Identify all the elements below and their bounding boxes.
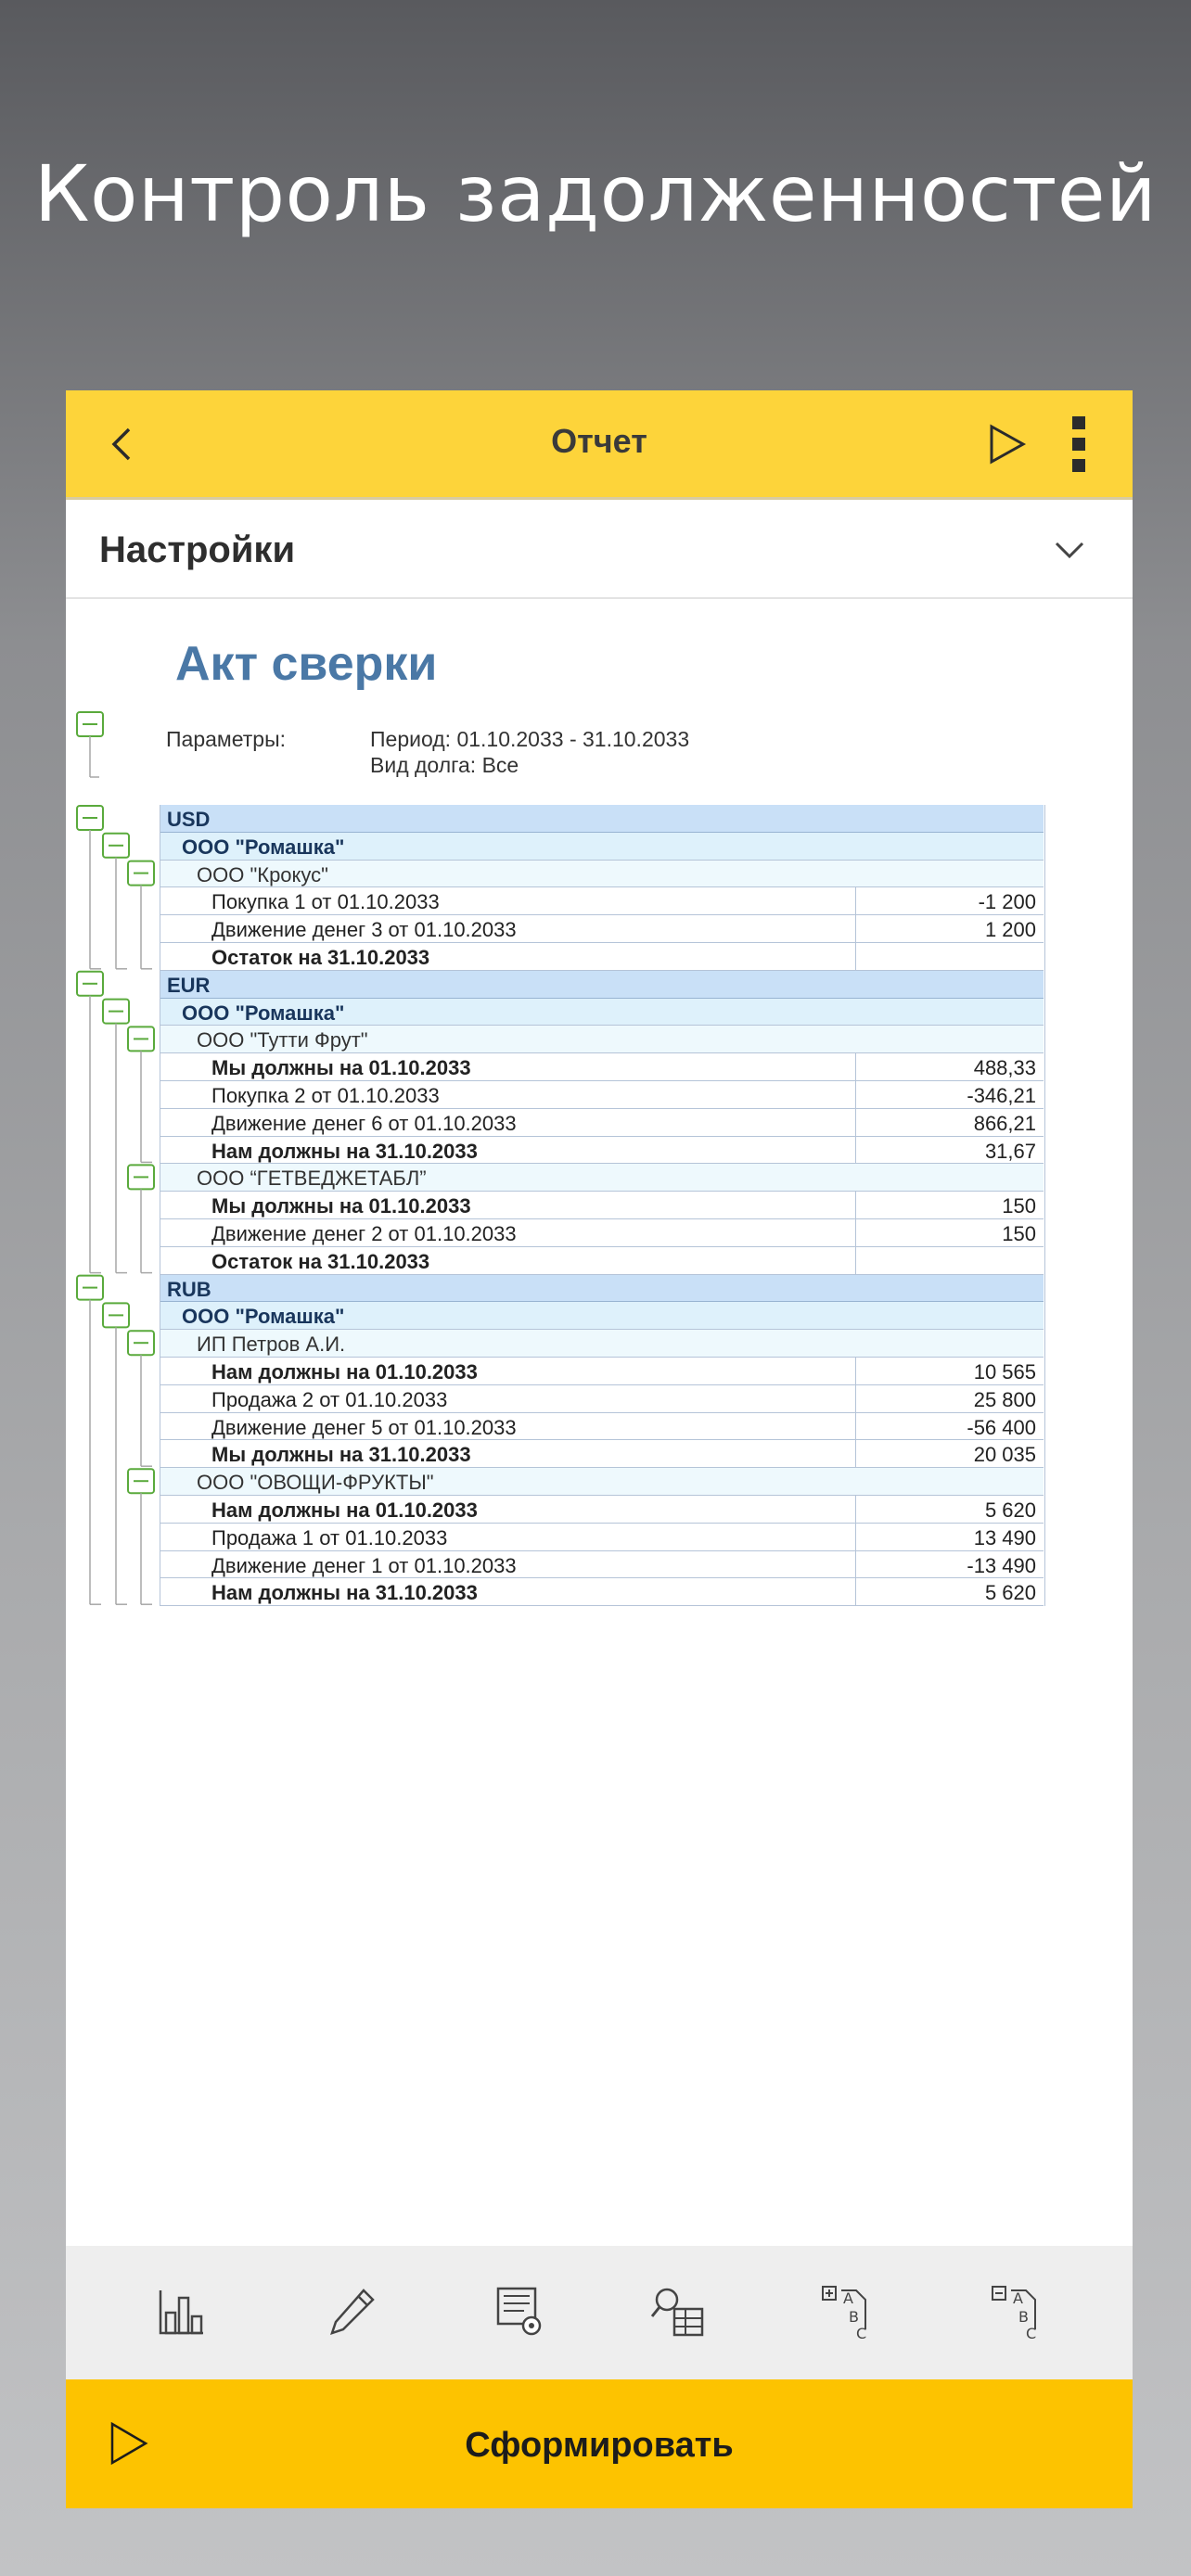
row-text: Остаток на 31.10.2033 — [211, 1249, 430, 1273]
row-text: Мы должны на 31.10.2033 — [211, 1443, 471, 1467]
row-amount: 866,21 — [973, 1111, 1036, 1135]
svg-text:B: B — [849, 2308, 859, 2326]
collapse-counterparty-button[interactable] — [128, 1331, 154, 1355]
row-amount: 25 800 — [973, 1387, 1036, 1411]
row-text: Продажа 2 от 01.10.2033 — [211, 1387, 448, 1411]
document-row — [160, 1358, 1044, 1385]
document-row — [160, 915, 1044, 943]
collapse-organization-button[interactable] — [103, 1303, 129, 1327]
phone-screen — [66, 390, 1133, 2508]
row-text: Нам должны на 01.10.2033 — [211, 1498, 478, 1522]
document-row — [160, 943, 1044, 971]
row-text: Мы должны на 01.10.2033 — [211, 1194, 471, 1218]
document-row — [160, 1053, 1044, 1081]
collapse-counterparty-button[interactable] — [128, 1469, 154, 1493]
settings-expander[interactable] — [66, 504, 1133, 599]
params-label: Параметры: — [166, 727, 286, 751]
document-row — [160, 1247, 1044, 1275]
row-text: Нам должны на 31.10.2033 — [211, 1139, 478, 1163]
organization-row — [160, 833, 1044, 861]
row-text: RUB — [167, 1277, 211, 1301]
row-text: Движение денег 2 от 01.10.2033 — [211, 1221, 517, 1245]
collapse-counterparty-button[interactable] — [128, 861, 154, 886]
collapse-counterparty-button[interactable] — [128, 1027, 154, 1051]
row-text: Покупка 1 от 01.10.2033 — [211, 890, 440, 914]
more-menu-icon[interactable] — [1068, 416, 1090, 472]
svg-text:A: A — [843, 2289, 853, 2307]
row-text: ООО "Тутти Фрут" — [197, 1028, 368, 1052]
row-text: Движение денег 1 от 01.10.2033 — [211, 1553, 517, 1577]
collapse-groups-icon[interactable] — [989, 2283, 1048, 2342]
row-text: ООО "Ромашка" — [182, 835, 345, 859]
row-amount: 150 — [1002, 1194, 1036, 1218]
row-amount: -13 490 — [967, 1553, 1036, 1577]
collapse-currency-button[interactable] — [77, 806, 103, 830]
counterparty-row — [160, 1468, 1044, 1496]
row-text: Остаток на 31.10.2033 — [211, 945, 430, 969]
promo-headline: Контроль задолженностей — [33, 148, 1158, 239]
svg-text:C: C — [1026, 2325, 1037, 2342]
row-amount: -1 200 — [978, 890, 1036, 914]
row-text: Движение денег 3 от 01.10.2033 — [211, 918, 517, 942]
row-text: ИП Петров А.И. — [197, 1333, 346, 1357]
collapse-organization-button[interactable] — [103, 834, 129, 858]
row-amount: -56 400 — [967, 1415, 1036, 1439]
screen-title: Отчет — [551, 422, 647, 460]
row-amount: 150 — [1002, 1221, 1036, 1245]
row-text: Нам должны на 31.10.2033 — [211, 1581, 478, 1605]
document-row — [160, 887, 1044, 915]
document-row — [160, 1219, 1044, 1247]
currency-group-row — [160, 1275, 1044, 1303]
organization-row — [160, 1302, 1044, 1330]
generate-button[interactable] — [66, 2379, 1133, 2508]
row-text: EUR — [167, 973, 211, 997]
row-text: Покупка 2 от 01.10.2033 — [211, 1083, 440, 1107]
collapse-organization-button[interactable] — [103, 1000, 129, 1024]
document-row — [160, 1192, 1044, 1219]
collapse-currency-button[interactable] — [77, 1276, 103, 1300]
report-title: Акт сверки — [175, 637, 438, 691]
report-table — [160, 805, 1044, 1606]
svg-text:B: B — [1018, 2308, 1029, 2326]
collapse-params-button[interactable] — [77, 712, 103, 736]
organization-row — [160, 999, 1044, 1027]
run-report-icon[interactable] — [984, 422, 1029, 466]
report-area — [66, 599, 1133, 2240]
counterparty-row — [160, 861, 1044, 888]
row-text: Движение денег 6 от 01.10.2033 — [211, 1111, 517, 1135]
document-row — [160, 1137, 1044, 1165]
document-row — [160, 1496, 1044, 1524]
row-text: Нам должны на 01.10.2033 — [211, 1359, 478, 1384]
search-table-icon[interactable] — [648, 2283, 708, 2342]
row-text: Движение денег 5 от 01.10.2033 — [211, 1415, 517, 1439]
chevron-down-icon[interactable] — [1051, 531, 1088, 568]
row-text: ООО "ОВОЩИ-ФРУКТЫ" — [197, 1471, 434, 1495]
row-text: ООО “ГЕТВЕДЖЕТАБЛ” — [197, 1167, 427, 1191]
app-bar — [66, 390, 1133, 500]
counterparty-row — [160, 1026, 1044, 1053]
row-amount: 5 620 — [984, 1498, 1036, 1522]
collapse-currency-button[interactable] — [77, 972, 103, 996]
row-amount: -346,21 — [967, 1083, 1036, 1107]
generate-button-label: Сформировать — [465, 2426, 734, 2465]
row-text: Мы должны на 01.10.2033 — [211, 1056, 471, 1080]
counterparty-row — [160, 1164, 1044, 1192]
chart-icon[interactable] — [151, 2283, 211, 2342]
row-text: ООО "Крокус" — [197, 862, 328, 886]
row-text: Продажа 1 от 01.10.2033 — [211, 1525, 448, 1549]
period-value: Период: 01.10.2033 - 31.10.2033 — [370, 727, 690, 751]
document-row — [160, 1440, 1044, 1468]
row-text: ООО "Ромашка" — [182, 1305, 345, 1329]
currency-group-row — [160, 971, 1044, 999]
svg-text:C: C — [856, 2325, 867, 2342]
group-tree — [66, 599, 168, 2240]
row-amount: 488,33 — [973, 1056, 1036, 1080]
document-row — [160, 1413, 1044, 1441]
settings-label: Настройки — [99, 529, 296, 570]
row-amount: 5 620 — [984, 1581, 1036, 1605]
row-amount: 1 200 — [984, 918, 1036, 942]
document-row — [160, 1551, 1044, 1579]
row-amount: 31,67 — [984, 1139, 1036, 1163]
document-row — [160, 1524, 1044, 1551]
debt-type-value: Вид долга: Все — [370, 753, 519, 777]
bottom-toolbar — [66, 2246, 1133, 2379]
document-row — [160, 1385, 1044, 1413]
row-text: USD — [167, 808, 211, 831]
counterparty-row — [160, 1330, 1044, 1358]
document-row — [160, 1081, 1044, 1109]
document-row — [160, 1578, 1044, 1606]
document-row — [160, 1109, 1044, 1137]
row-amount: 10 565 — [973, 1359, 1036, 1384]
report-settings-icon[interactable] — [491, 2283, 550, 2342]
collapse-counterparty-button[interactable] — [128, 1165, 154, 1189]
pencil-icon[interactable] — [323, 2283, 382, 2342]
row-amount: 13 490 — [973, 1525, 1036, 1549]
row-amount: 20 035 — [973, 1443, 1036, 1467]
expand-groups-icon[interactable] — [819, 2283, 878, 2342]
svg-text:A: A — [1013, 2289, 1023, 2307]
currency-group-row — [160, 805, 1044, 833]
row-text: ООО "Ромашка" — [182, 1001, 345, 1025]
